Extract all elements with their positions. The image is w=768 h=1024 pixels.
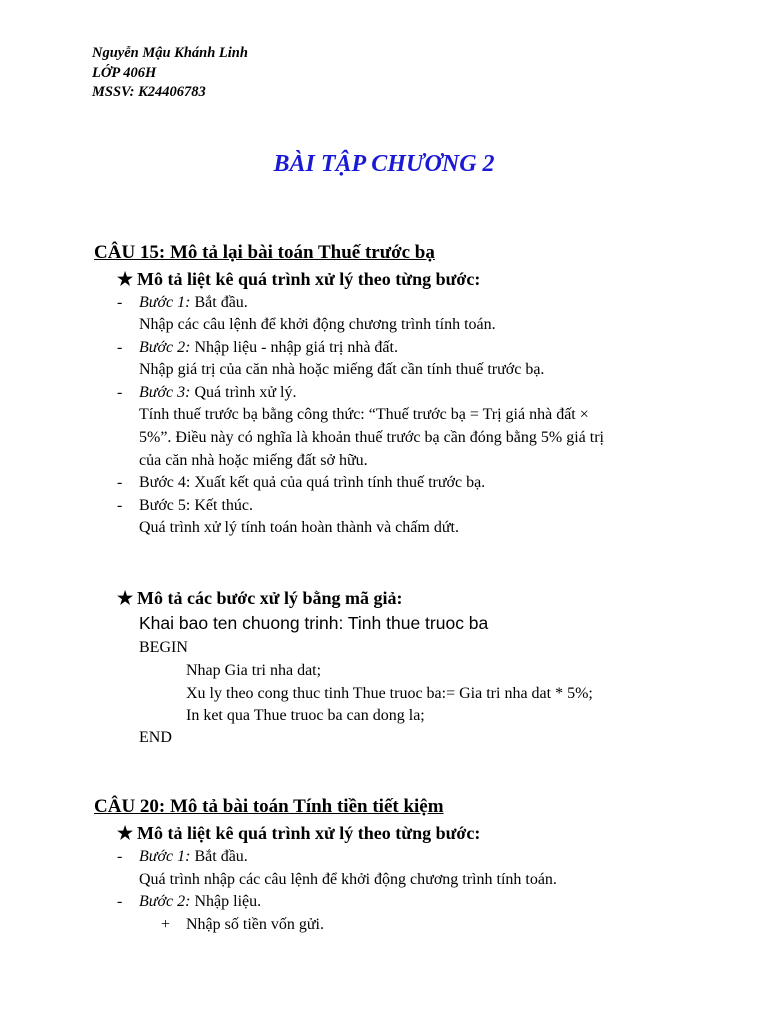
q15-step3 (139, 383, 296, 403)
q20-step2-item-1: Nhập số tiền vốn gửi. (186, 916, 324, 933)
pseudo-line-2: Xu ly theo cong thuc tinh Thue truoc ba:= Gia tri nha dat * 5%; (186, 685, 593, 702)
dash-icon: - (117, 294, 123, 311)
q15-step2-label: Bước 2: (139, 339, 191, 356)
q15-sub1-text: Mô tả liệt kê quá trình xử lý theo từng bước: (137, 269, 481, 289)
q20-sub1-text: Mô tả liệt kê quá trình xử lý theo từng bước: (137, 823, 481, 843)
q15-step4: Bước 4: Xuất kết quả của quá trình tính thuế trước bạ. (139, 474, 486, 491)
student-name: Nguyễn Mậu Khánh Linh (92, 45, 248, 61)
plus-icon: + (161, 916, 171, 933)
q15-step2-detail: Nhập giá trị của căn nhà hoặc miếng đất cần tính thuế trước bạ. (139, 361, 545, 378)
q15-step1-detail: Nhập các câu lệnh để khởi động chương trình tính toán. (139, 316, 496, 333)
student-id: MSSV: K24406783 (92, 84, 206, 100)
dash-icon: - (117, 339, 123, 356)
dash-icon: - (117, 384, 123, 401)
q15-step3-text: Quá trình xử lý. (190, 384, 297, 401)
q20-step1-text: Bắt đầu. (190, 848, 248, 865)
q15-step1-text: Bắt đầu. (190, 294, 248, 311)
pseudo-line-3: In ket qua Thue truoc ba can dong la; (186, 707, 425, 724)
dash-icon: - (117, 474, 123, 491)
q15-step3-detail-3: của căn nhà hoặc miếng đất sở hữu. (139, 452, 368, 469)
pseudo-end: END (139, 729, 172, 746)
q15-sub2-text: Mô tả các bước xử lý bằng mã giả: (137, 588, 403, 608)
dash-icon: - (117, 893, 123, 910)
student-class: LỚP 406H (92, 65, 157, 81)
q15-sub-pseudocode (117, 587, 403, 609)
q15-step2 (139, 338, 398, 358)
q15-step2-text: Nhập liệu - nhập giá trị nhà đất. (190, 339, 398, 356)
pseudo-title: Khai bao ten chuong trinh: Tinh thue truoc ba (139, 613, 489, 633)
q15-step3-detail-2: 5%”. Điều này có nghĩa là khoản thuế trước bạ cần đóng bằng 5% giá trị (139, 429, 604, 446)
q15-heading: CÂU 15: Mô tả lại bài toán Thuế trước bạ (94, 242, 435, 263)
dash-icon: - (117, 497, 123, 514)
q20-step2-label: Bước 2: (139, 893, 191, 910)
q15-sub-step-list (117, 268, 480, 290)
q20-heading: CÂU 20: Mô tả bài toán Tính tiền tiết kiệm (94, 796, 444, 817)
q20-sub-step-list (117, 822, 480, 844)
pseudo-line-1: Nhap Gia tri nha dat; (186, 662, 322, 679)
page-title: BÀI TẬP CHƯƠNG 2 (273, 151, 495, 177)
pseudo-begin: BEGIN (139, 639, 188, 656)
q20-step2-text: Nhập liệu. (190, 893, 262, 910)
q15-step5-detail: Quá trình xử lý tính toán hoàn thành và chấm dứt. (139, 519, 459, 536)
q15-step3-label: Bước 3: (139, 384, 191, 401)
q15-step5: Bước 5: Kết thúc. (139, 497, 253, 514)
q20-step1-label: Bước 1: (139, 848, 191, 865)
q15-step3-detail-1: Tính thuế trước bạ bằng công thức: “Thuế trước bạ = Trị giá nhà đất × (139, 406, 589, 423)
q15-step1-label: Bước 1: (139, 294, 191, 311)
star-icon: ★ (117, 823, 134, 843)
star-icon: ★ (117, 269, 134, 289)
q15-step1 (139, 293, 248, 313)
q20-step2 (139, 892, 261, 912)
q20-step1-detail: Quá trình nhập các câu lệnh để khởi động chương trình tính toán. (139, 871, 557, 888)
dash-icon: - (117, 848, 123, 865)
star-icon: ★ (117, 588, 134, 608)
q20-step1 (139, 847, 248, 867)
